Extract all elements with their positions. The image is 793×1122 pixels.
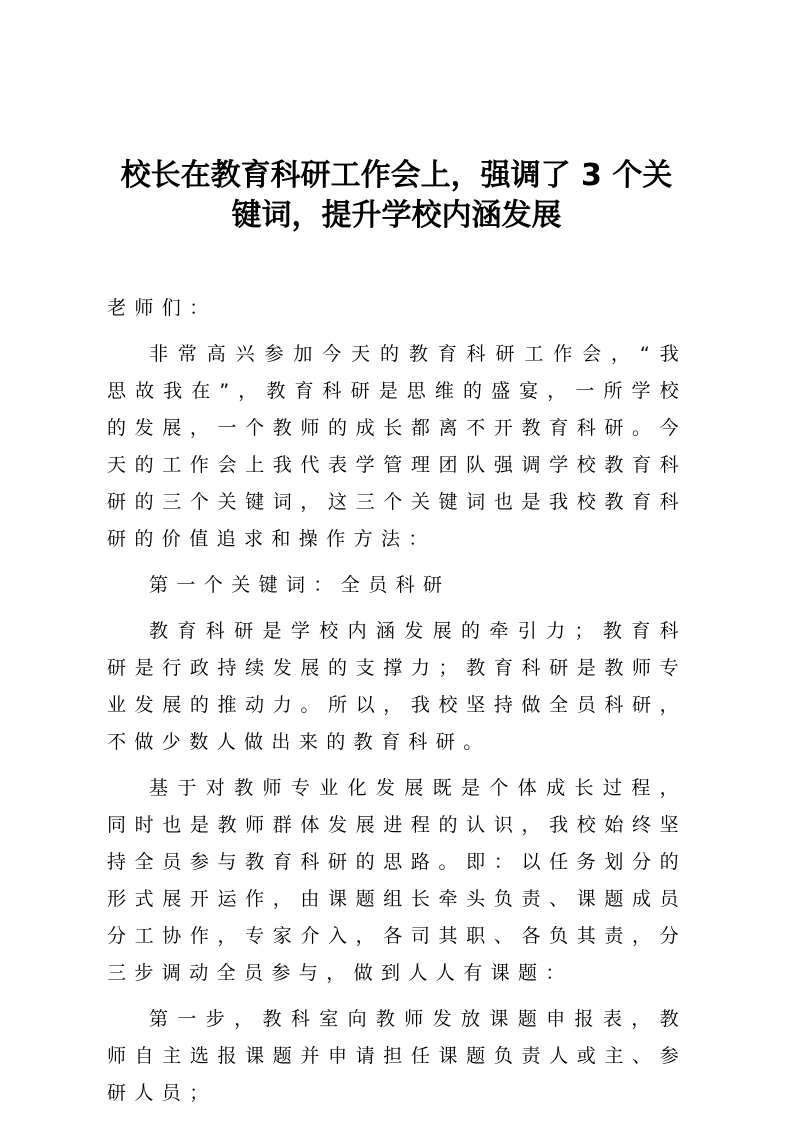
paragraph-intro: 非常高兴参加今天的教育科研工作会，“我思故我在”，教育科研是思维的盛宴，一所学校的发展，一个教师的成长都离不开教育科研。今天的工作会上我代表学管理团队强调学校教育科研的三个关键词，这三个关键词也是我校教育科研的价值追求和操作方法：: [107, 343, 687, 550]
salutation: 老师们：: [107, 297, 217, 319]
paragraph-full-participation: 基于对教师专业化发展既是个体成长过程，同时也是教师群体发展进程的认识，我校始终坚持全员参与教育科研的思路。即：以任务划分的形式展开运作，由课题组长牵头负责、课题成员分工协作，专家介入，各司其职、各负其责，分三步调动全员参与，做到人人有课题：: [107, 777, 687, 984]
paragraph-step-one: 第一步，教科室向教师发放课题申报表，教师自主选报课题并申请担任课题负责人或主、参研人员；: [107, 1008, 687, 1104]
paragraph-research-importance: 教育科研是学校内涵发展的牵引力；教育科研是行政持续发展的支撑力；教育科研是教师专业发展的推动力。所以，我校坚持做全员科研，不做少数人做出来的教育科研。: [107, 620, 687, 753]
document-body: [107, 290, 687, 1112]
document-title: [100, 156, 693, 236]
title-line-2: 键词，提升学校内涵发展: [231, 198, 562, 233]
section-heading-keyword-1: 第一个关键词：全员科研: [149, 574, 451, 596]
title-line-1: 校长在教育科研工作会上，强调了 3 个关: [120, 158, 673, 193]
